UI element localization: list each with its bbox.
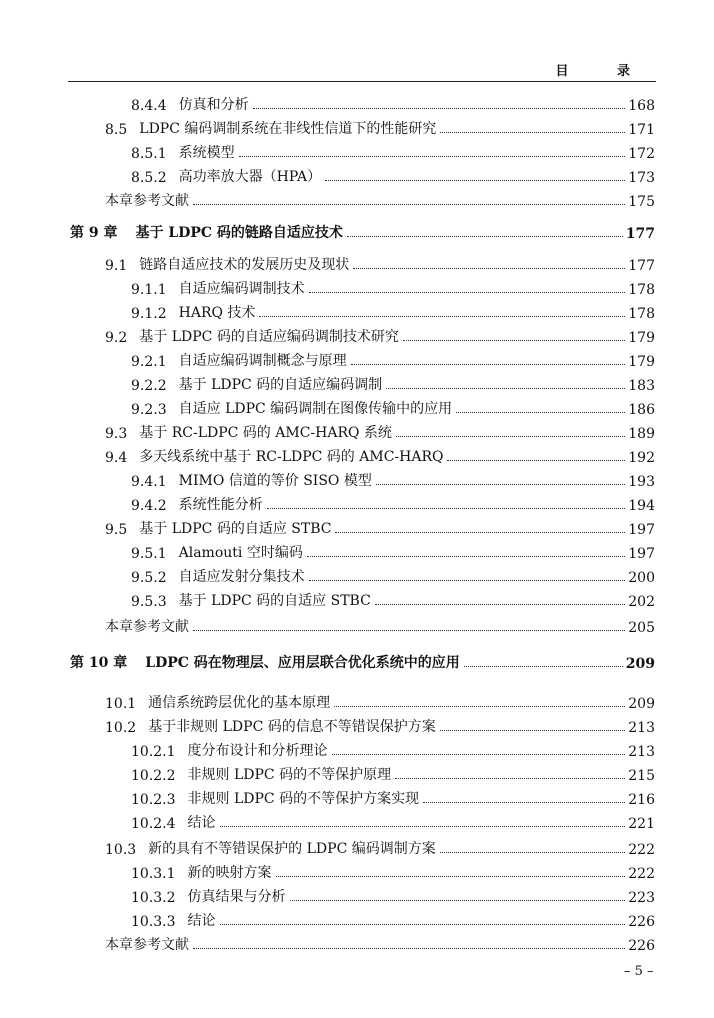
toc-entry[interactable] — [131, 860, 655, 882]
toc-entry-title: 结论 — [187, 913, 216, 929]
dot-leader — [440, 132, 625, 133]
toc-entry-title: LDPC 编码调制系统在非线性信道下的性能研究 — [139, 121, 437, 137]
toc-entry[interactable] — [105, 690, 655, 712]
toc-entry-page: 222 — [628, 842, 655, 858]
dot-leader — [375, 604, 625, 605]
toc-entry-number: 9.2.2 — [131, 378, 167, 394]
dot-leader — [386, 388, 625, 389]
dot-leader — [193, 204, 625, 205]
toc-entry-title: 自适应编码调制概念与原理 — [178, 353, 347, 369]
toc-entry-number: 10.1 — [105, 696, 137, 712]
dot-leader — [347, 236, 623, 237]
toc-entry-number: 10.3.3 — [131, 914, 176, 930]
toc-entry-number: 10.3.1 — [131, 866, 176, 882]
toc-entry[interactable] — [131, 164, 655, 186]
toc-entry-title: 通信系统跨层优化的基本原理 — [148, 695, 331, 711]
toc-entry[interactable] — [105, 324, 655, 346]
toc-entry-title: 系统模型 — [178, 145, 235, 161]
toc-entry-title: 基于 LDPC 码的自适应编码调制技术研究 — [139, 329, 399, 345]
toc-entry-page: 177 — [628, 258, 655, 274]
toc-entry-title: 新的具有不等错误保护的 LDPC 编码调制方案 — [148, 841, 436, 857]
toc-entry-page: 179 — [628, 330, 655, 346]
toc-entry-number: 9.2.1 — [131, 354, 167, 370]
toc-entry-page: 213 — [628, 744, 655, 760]
toc-entry[interactable] — [131, 492, 655, 514]
dot-leader — [464, 666, 623, 667]
toc-entry[interactable] — [131, 786, 655, 808]
toc-entry-page: 205 — [628, 620, 655, 636]
header-title: 目 录 — [555, 64, 652, 79]
toc-entry[interactable] — [131, 468, 655, 490]
toc-entry[interactable] — [105, 420, 655, 442]
toc-entry-page: 183 — [628, 378, 655, 394]
toc-entry-page: 194 — [628, 498, 655, 514]
dot-leader — [395, 778, 625, 779]
toc-entry-title: 基于 LDPC 码的自适应 STBC — [178, 593, 371, 609]
dot-leader — [309, 580, 626, 581]
dot-leader — [220, 826, 626, 827]
toc-entry-page: 209 — [628, 696, 655, 712]
toc-entry-page: 173 — [628, 170, 655, 186]
toc-entry-number: 第 10 章 — [70, 655, 128, 671]
dot-leader — [353, 268, 625, 269]
dot-leader — [193, 948, 625, 949]
dot-leader — [307, 556, 625, 557]
toc-entry[interactable] — [105, 188, 655, 210]
toc-entry-title: 自适应编码调制技术 — [178, 281, 305, 297]
page-number: – 5 – — [624, 964, 654, 979]
toc-entry-page: 197 — [628, 546, 655, 562]
toc-entry-number: 9.1.2 — [131, 306, 167, 322]
toc-entry-page: 178 — [628, 306, 655, 322]
toc-entry-title: 系统性能分析 — [178, 497, 263, 513]
toc-entry-page: 189 — [628, 426, 655, 442]
toc-entry-page: 209 — [625, 656, 655, 672]
toc-entry-page: 168 — [628, 98, 655, 114]
toc-entry-number: 10.3 — [105, 842, 137, 858]
toc-entry-title: 仿真和分析 — [178, 97, 249, 113]
toc-entry-title: 自适应 LDPC 编码调制在图像传输中的应用 — [178, 401, 453, 417]
toc-entry-title: 本章参考文献 — [105, 193, 189, 209]
toc-entry-number: 9.2 — [105, 330, 128, 346]
toc-entry-title: 度分布设计和分析理论 — [187, 743, 328, 759]
toc-entry[interactable] — [131, 810, 655, 832]
toc-entry-page: 171 — [628, 122, 655, 138]
toc-entry-number: 8.4.4 — [131, 98, 167, 114]
toc-entry-number: 第 9 章 — [70, 225, 118, 241]
toc-entry-page: 172 — [628, 146, 655, 162]
toc-entry[interactable] — [131, 588, 655, 610]
toc-entry-title: 新的映射方案 — [187, 865, 272, 881]
dot-leader — [193, 630, 625, 631]
toc-entry-title: 非规则 LDPC 码的不等保护方案实现 — [187, 791, 420, 807]
toc-entry-number: 8.5.1 — [131, 146, 167, 162]
toc-entry-title: 基于 RC-LDPC 码的 AMC-HARQ 系统 — [139, 425, 392, 441]
toc-entry[interactable] — [105, 836, 655, 858]
toc-entry-number: 9.2.3 — [131, 402, 167, 418]
toc-entry-page: 178 — [628, 282, 655, 298]
toc-entry-number: 10.2 — [105, 720, 137, 736]
toc-entry-page: 186 — [628, 402, 655, 418]
toc-entry[interactable] — [131, 372, 655, 394]
toc-entry-title: Alamouti 空时编码 — [178, 545, 303, 561]
toc-entry-title: 基于 LDPC 码的自适应编码调制 — [178, 377, 383, 393]
dot-leader — [309, 292, 626, 293]
toc-entry-number: 8.5 — [105, 122, 128, 138]
toc-entry-title: MIMO 信道的等价 SISO 模型 — [178, 473, 372, 489]
toc-entry[interactable] — [131, 92, 655, 114]
toc-entry-page: 221 — [628, 816, 655, 832]
toc-entry-page: 177 — [625, 226, 655, 242]
toc-entry-title: 基于非规则 LDPC 码的信息不等错误保护方案 — [148, 719, 436, 735]
toc-entry[interactable] — [105, 932, 655, 954]
dot-leader — [259, 316, 625, 317]
dot-leader — [332, 754, 626, 755]
toc-entry-page: 192 — [628, 450, 655, 466]
toc-entry-page: 226 — [628, 938, 655, 954]
toc-entry-page: 200 — [628, 570, 655, 586]
toc-entry[interactable] — [105, 516, 655, 538]
toc-entry[interactable] — [105, 116, 655, 138]
toc-entry-title: 自适应发射分集技术 — [178, 569, 305, 585]
dot-leader — [447, 460, 625, 461]
toc-entry-page: 222 — [628, 866, 655, 882]
toc-entry-page: 179 — [628, 354, 655, 370]
toc-entry-number: 10.3.2 — [131, 890, 176, 906]
toc-entry[interactable] — [131, 884, 655, 906]
toc-entry-number: 10.2.2 — [131, 768, 176, 784]
toc-entry[interactable] — [131, 300, 655, 322]
toc-entry-number: 10.2.1 — [131, 744, 176, 760]
dot-leader — [290, 900, 626, 901]
toc-entry-number: 9.5.2 — [131, 570, 167, 586]
dot-leader — [335, 532, 625, 533]
toc-entry-title: 本章参考文献 — [105, 619, 189, 635]
toc-entry-number: 8.5.2 — [131, 170, 167, 186]
toc-entry-number: 9.1 — [105, 258, 128, 274]
toc-entry-number: 9.5.3 — [131, 594, 167, 610]
toc-entry-title: LDPC 码在物理层、应用层联合优化系统中的应用 — [145, 655, 460, 671]
toc-entry[interactable] — [131, 540, 655, 562]
toc-entry-number: 10.2.4 — [131, 816, 176, 832]
toc-chapter-entry[interactable] — [70, 220, 655, 242]
toc-entry[interactable] — [131, 348, 655, 370]
toc-entry-page: 223 — [628, 890, 655, 906]
toc-entry-title: 仿真结果与分析 — [187, 889, 286, 905]
dot-leader — [423, 802, 625, 803]
toc-entry-title: 基于 LDPC 码的链路自适应技术 — [135, 225, 343, 241]
toc-entry-title: 结论 — [187, 815, 216, 831]
toc-entry[interactable] — [105, 444, 655, 466]
toc-entry-page: 175 — [628, 194, 655, 210]
toc-entry-title: 链路自适应技术的发展历史及现状 — [139, 257, 350, 273]
toc-entry-number: 9.3 — [105, 426, 128, 442]
toc-entry-number: 9.1.1 — [131, 282, 167, 298]
dot-leader — [440, 852, 626, 853]
toc-entry-title: 高功率放大器（HPA） — [178, 169, 322, 185]
toc-entry-number: 9.4.2 — [131, 498, 167, 514]
dot-leader — [334, 706, 625, 707]
dot-leader — [267, 508, 626, 509]
dot-leader — [276, 876, 626, 877]
dot-leader — [325, 180, 625, 181]
toc-entry-title: 多天线系统中基于 RC-LDPC 码的 AMC-HARQ — [139, 449, 444, 465]
dot-leader — [239, 156, 626, 157]
toc-entry[interactable] — [131, 738, 655, 760]
toc-entry[interactable] — [105, 252, 655, 274]
toc-entry-page: 197 — [628, 522, 655, 538]
dot-leader — [403, 340, 625, 341]
running-header — [68, 60, 656, 80]
toc-entry[interactable] — [105, 614, 655, 636]
toc-entry-page: 226 — [628, 914, 655, 930]
toc-entry-page: 202 — [628, 594, 655, 610]
toc-entry-title: HARQ 技术 — [178, 305, 256, 321]
dot-leader — [456, 412, 625, 413]
dot-leader — [351, 364, 626, 365]
toc-entry[interactable] — [131, 908, 655, 930]
toc-entry-number: 9.5.1 — [131, 546, 167, 562]
toc-entry[interactable] — [131, 396, 655, 418]
toc-entry-page: 215 — [628, 768, 655, 784]
dot-leader — [220, 924, 626, 925]
dot-leader — [396, 436, 625, 437]
toc-entry-number: 9.5 — [105, 522, 128, 538]
toc-entry[interactable] — [131, 276, 655, 298]
dot-leader — [253, 108, 626, 109]
dot-leader — [440, 730, 626, 731]
toc-entry-title: 基于 LDPC 码的自适应 STBC — [139, 521, 332, 537]
toc-entry-number: 9.4 — [105, 450, 128, 466]
header-rule — [68, 81, 656, 82]
toc-entry[interactable] — [131, 140, 655, 162]
toc-entry-number: 9.4.1 — [131, 474, 167, 490]
toc-chapter-entry[interactable] — [70, 650, 655, 672]
toc-entry-page: 213 — [628, 720, 655, 736]
toc-entry-title: 非规则 LDPC 码的不等保护原理 — [187, 767, 392, 783]
toc-entry-title: 本章参考文献 — [105, 937, 189, 953]
toc-entry-page: 193 — [628, 474, 655, 490]
toc-entry[interactable] — [131, 564, 655, 586]
toc-entry-page: 216 — [628, 792, 655, 808]
dot-leader — [376, 484, 625, 485]
toc-entry-number: 10.2.3 — [131, 792, 176, 808]
toc-entry[interactable] — [131, 762, 655, 784]
toc-entry[interactable] — [105, 714, 655, 736]
